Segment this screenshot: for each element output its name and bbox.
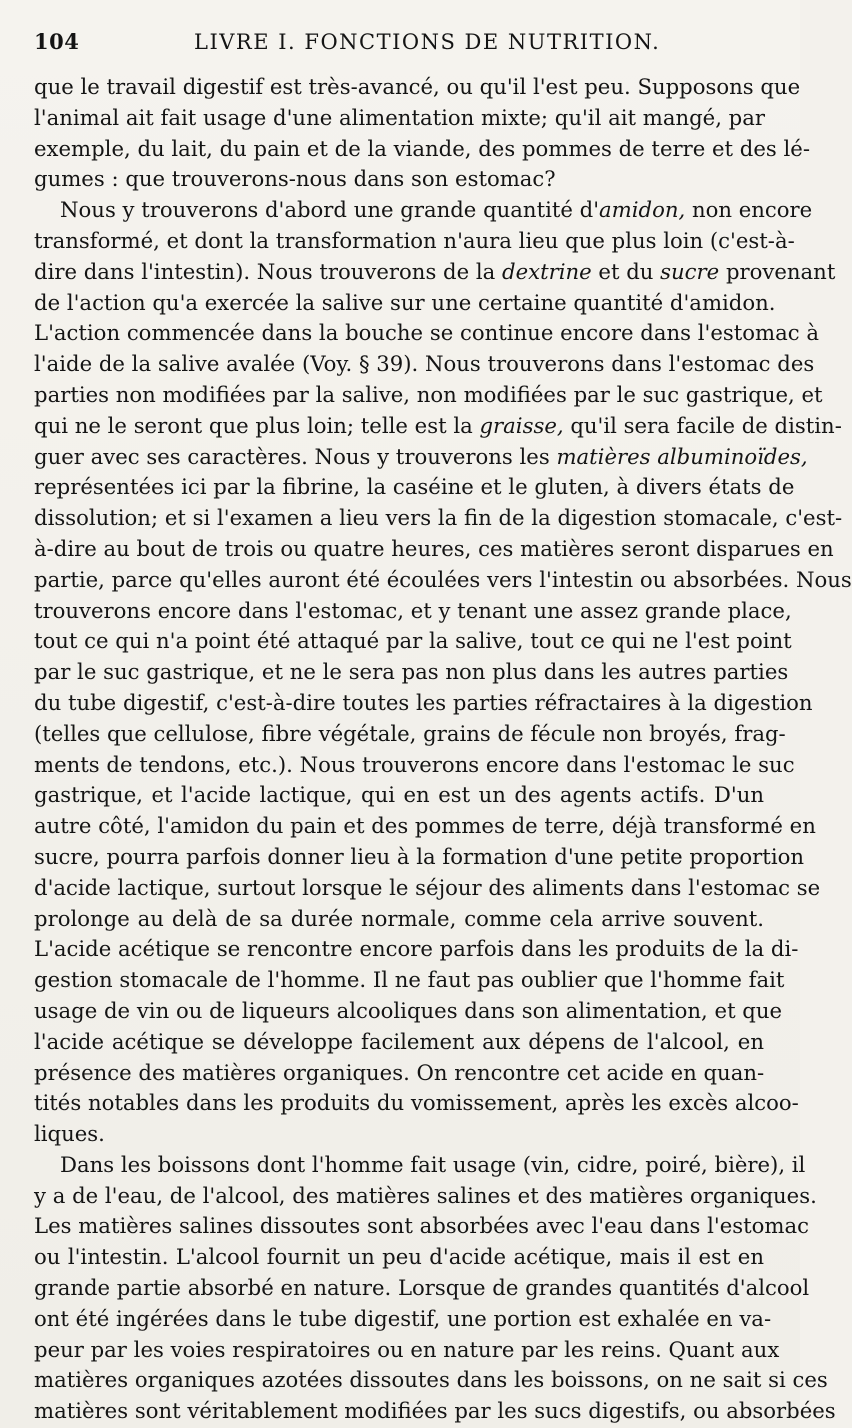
italic-term-dextrine: dextrine	[502, 258, 592, 284]
text-line: représentées ici par la fibrine, la caséine et le gluten, à divers états de	[34, 474, 795, 500]
italic-term-graisse: graisse,	[479, 412, 564, 438]
text-line: L'action commencée dans la bouche se continue encore dans l'estomac à	[34, 320, 819, 346]
text-run: qui ne le seront que plus loin; telle est la	[34, 412, 480, 438]
text-run: provenant	[719, 258, 836, 284]
text-line: partie, parce qu'elles auront été écoulées vers l'intestin ou absorbées. Nous	[34, 566, 852, 592]
text-line: prolonge au delà de sa durée normale, comme cela arrive souvent.	[34, 905, 764, 931]
text-line: l'animal ait fait usage d'une alimentation mixte; qu'il ait mangé, par	[34, 104, 765, 130]
text-run: dire dans l'intestin). Nous trouverons de la	[34, 258, 503, 284]
text-line: parties non modifiées par la salive, non modifiées par le suc gastrique, et	[34, 381, 823, 407]
text-line: présence des matières organiques. On rencontre cet acide en quan-	[34, 1059, 765, 1085]
text-line: gastrique, et l'acide lactique, qui en est un des agents actifs. D'un	[34, 782, 764, 808]
text-line: de l'action qu'a exercée la salive sur une certaine quantité d'amidon.	[34, 289, 776, 315]
text-line: à-dire au bout de trois ou quatre heures, ces matières seront disparues en	[34, 535, 834, 561]
text-line: gumes : que trouverons-nous dans son estomac?	[34, 166, 556, 192]
text-line: matières organiques azotées dissoutes dans les boissons, on ne sait si ces	[34, 1367, 828, 1393]
text-line: ments de tendons, etc.). Nous trouverons encore dans l'estomac le suc	[34, 751, 795, 777]
text-line: matières sont véritablement modifiées par les sucs digestifs, ou absorbées	[34, 1398, 836, 1424]
italic-term-albuminoides: matières albuminoïdes,	[556, 443, 808, 469]
text-line: dissolution; et si l'examen a lieu vers la fin de la digestion stomacale, c'est-	[34, 505, 843, 531]
running-title: LIVRE I. FONCTIONS DE NUTRITION.	[194, 30, 661, 54]
text-line: ou l'intestin. L'alcool fournit un peu d'acide acétique, mais il est en	[34, 1244, 764, 1270]
text-line: liques.	[34, 1121, 105, 1147]
text-line: grande partie absorbé en nature. Lorsque de grandes quantités d'alcool	[34, 1275, 810, 1301]
text-line: ont été ingérées dans le tube digestif, une portion est exhalée en va-	[34, 1305, 772, 1331]
text-line: usage de vin ou de liqueurs alcooliques dans son alimentation, et que	[34, 997, 783, 1023]
text-line	[34, 442, 808, 473]
text-line: exemple, du lait, du pain et de la viande, des pommes de terre et des lé-	[34, 135, 810, 161]
text-line: transformé, et dont la transformation n'aura lieu que plus loin (c'est-à-	[34, 227, 795, 253]
text-line: peur par les voies respiratoires ou en nature par les reins. Quant aux	[34, 1336, 780, 1362]
text-run: guer avec ses caractères. Nous y trouverons les	[34, 443, 557, 469]
text-line: l'aide de la salive avalée (Voy. § 39). Nous trouverons dans l'estomac des	[34, 351, 815, 377]
paragraph-1	[34, 72, 810, 195]
text-line: tités notables dans les produits du vomissement, après les excès alcoo-	[34, 1090, 799, 1116]
text-line: Les matières salines dissoutes sont absorbées avec l'eau dans l'estomac	[34, 1213, 809, 1239]
page-number: 104	[34, 29, 80, 54]
italic-term-amidon: amidon,	[599, 197, 686, 223]
text-line: l'acide acétique se développe facilement aux dépens de l'alcool, en	[34, 1028, 764, 1054]
text-line: du tube digestif, c'est-à-dire toutes les parties réfractaires à la digestion	[34, 689, 813, 715]
text-line: trouverons encore dans l'estomac, et y tenant une assez grande place,	[34, 597, 792, 623]
text-line	[34, 195, 813, 226]
text-run: Nous y trouverons d'abord une grande quantité d'	[60, 197, 600, 223]
text-line: sucre, pourra parfois donner lieu à la formation d'une petite proportion	[34, 843, 805, 869]
text-run: qu'il sera facile de distin-	[563, 412, 842, 438]
text-line	[34, 411, 842, 442]
text-line: d'acide lactique, surtout lorsque le séjour des aliments dans l'estomac se	[34, 874, 821, 900]
text-run: non encore	[685, 197, 813, 223]
text-line: y a de l'eau, de l'alcool, des matières salines et des matières organiques.	[34, 1182, 817, 1208]
text-line: tout ce qui n'a point été attaqué par la salive, tout ce qui ne l'est point	[34, 628, 792, 654]
text-line	[34, 257, 836, 288]
text-line: Dans les boissons dont l'homme fait usage (vin, cidre, poiré, bière), il	[60, 1151, 806, 1177]
text-line: gestion stomacale de l'homme. Il ne faut pas oublier que l'homme fait	[34, 967, 785, 993]
text-line: L'acide acétique se rencontre encore parfois dans les produits de la di-	[34, 936, 799, 962]
italic-term-sucre: sucre	[660, 258, 720, 284]
body-text	[34, 72, 852, 1427]
page-header	[34, 20, 764, 64]
paragraph-2	[34, 195, 852, 1150]
text-line: autre côté, l'amidon du pain et des pommes de terre, déjà transformé en	[34, 813, 816, 839]
text-run: et du	[591, 258, 661, 284]
text-line: par le suc gastrique, et ne le sera pas non plus dans les autres parties	[34, 659, 789, 685]
paragraph-3	[34, 1150, 836, 1427]
text-line: (telles que cellulose, fibre végétale, grains de fécule non broyés, frag-	[34, 720, 786, 746]
text-line: que le travail digestif est très-avancé, ou qu'il l'est peu. Supposons que	[34, 74, 801, 99]
